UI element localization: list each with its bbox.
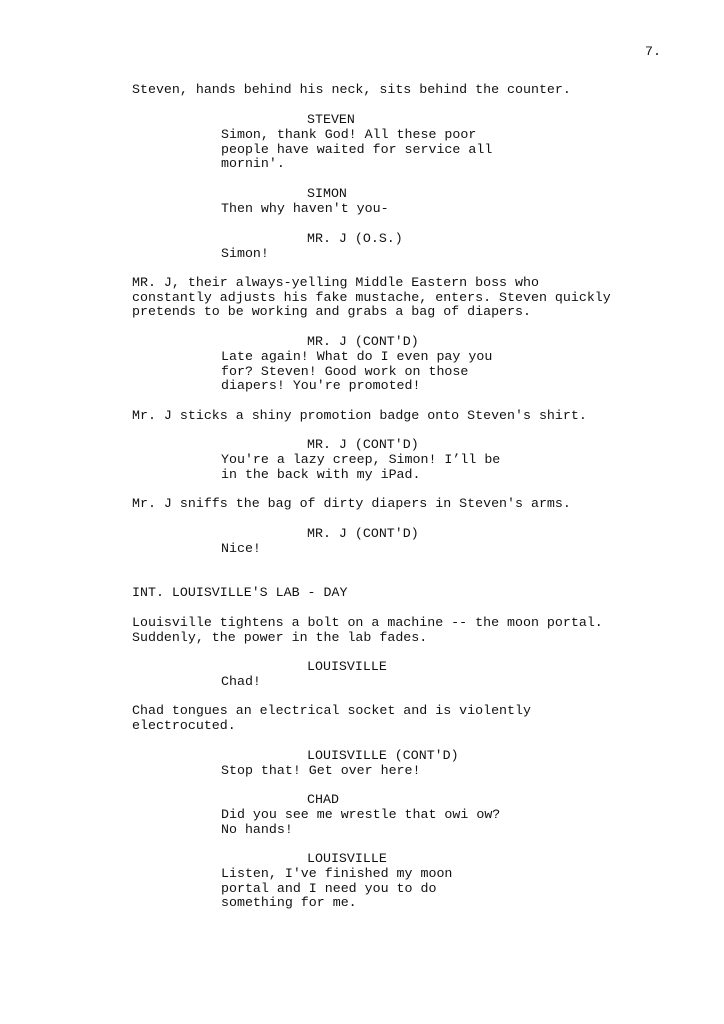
character-cue	[307, 113, 355, 128]
character-cue	[307, 793, 339, 808]
character-cue	[307, 335, 419, 350]
script-line: pretends to be working and grabs a bag of diapers.	[132, 304, 531, 320]
script-line: Louisville tightens a bolt on a machine -- the moon portal.	[132, 615, 603, 630]
script-line: diapers! You're promoted!	[221, 378, 421, 394]
script-line: LOUISVILLE	[307, 851, 387, 866]
dialogue-block	[221, 453, 500, 482]
script-line: MR. J (O.S.)	[307, 231, 403, 246]
script-line: SIMON	[307, 186, 347, 201]
script-line: MR. J (CONT'D)	[307, 526, 419, 541]
dialogue-block	[221, 808, 500, 837]
dialogue-block	[221, 542, 261, 557]
script-line: Listen, I've finished my moon	[221, 866, 453, 881]
script-line: in the back with my iPad.	[221, 466, 421, 482]
dialogue-block	[221, 867, 452, 911]
script-line: MR. J (CONT'D)	[307, 437, 419, 452]
action-block	[132, 276, 611, 320]
dialogue-block	[221, 128, 492, 172]
dialogue-block	[221, 247, 269, 262]
script-line: Nice!	[221, 541, 261, 556]
action-block	[132, 409, 587, 424]
script-line: Chad!	[221, 674, 261, 689]
script-line: MR. J (CONT'D)	[307, 334, 419, 349]
character-cue	[307, 232, 403, 247]
script-line: STEVEN	[307, 112, 355, 127]
script-line: for? Steven! Good work on those	[221, 363, 469, 379]
dialogue-block	[221, 350, 492, 394]
action-block	[132, 586, 347, 601]
script-line: Simon, thank God! All these poor	[221, 127, 477, 142]
action-block	[132, 704, 531, 733]
script-line: Mr. J sticks a shiny promotion badge onto Steven's shirt.	[132, 408, 587, 423]
action-block	[132, 497, 571, 512]
script-line: No hands!	[221, 821, 293, 837]
script-line: Stop that! Get over here!	[221, 763, 421, 778]
script-line: Suddenly, the power in the lab fades.	[132, 629, 428, 645]
character-cue	[307, 660, 387, 675]
script-line: mornin'.	[221, 156, 285, 172]
script-line: LOUISVILLE	[307, 659, 387, 674]
action-block	[132, 83, 571, 98]
script-line: Simon!	[221, 246, 269, 261]
dialogue-block	[221, 675, 261, 690]
script-line: Chad tongues an electrical socket and is violently	[132, 703, 531, 718]
script-line: constantly adjusts his fake mustache, enters. Steven quickly	[132, 289, 611, 305]
character-cue	[307, 527, 419, 542]
action-block	[132, 616, 603, 645]
character-cue	[307, 852, 387, 867]
script-line: electrocuted.	[132, 717, 236, 733]
script-line: You're a lazy creep, Simon! I’ll be	[221, 452, 501, 467]
script-line: portal and I need you to do	[221, 880, 437, 896]
script-line: Steven, hands behind his neck, sits behind the counter.	[132, 82, 571, 97]
script-line: CHAD	[307, 792, 339, 807]
dialogue-block	[221, 202, 389, 217]
script-line: people have waited for service all	[221, 141, 493, 157]
script-line: something for me.	[221, 895, 357, 911]
script-line: Did you see me wrestle that owi ow?	[221, 807, 501, 822]
script-line: Mr. J sniffs the bag of dirty diapers in Steven's arms.	[132, 496, 571, 511]
character-cue	[307, 187, 347, 202]
script-line: Late again! What do I even pay you	[221, 349, 493, 364]
script-line: Then why haven't you-	[221, 201, 389, 216]
script-line: MR. J, their always-yelling Middle Eastern boss who	[132, 275, 539, 290]
character-cue	[307, 749, 459, 764]
script-line: INT. LOUISVILLE'S LAB - DAY	[132, 585, 348, 600]
character-cue	[307, 438, 419, 453]
page-number: 7.	[645, 44, 661, 59]
dialogue-block	[221, 764, 421, 779]
script-line: LOUISVILLE (CONT'D)	[307, 748, 459, 763]
